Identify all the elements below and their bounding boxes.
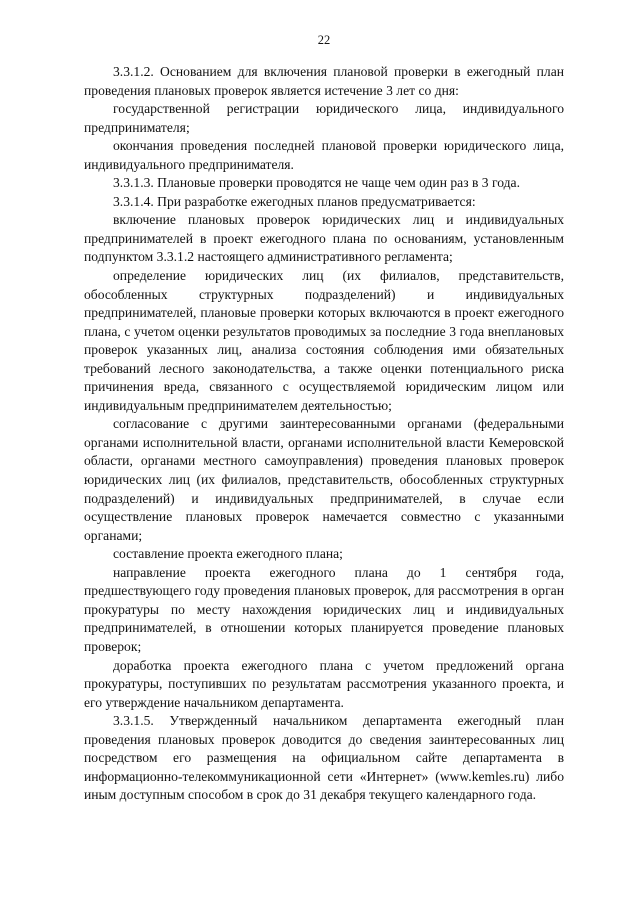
paragraph-inclusion: включение плановых проверок юридических лиц и индивидуальных предпринимателей в проект ежегодного плана по основаниям, установленным подпунктом 3.3.1.2 настоящего административного регламента; — [84, 212, 564, 265]
paragraph-submission: направление проекта ежегодного плана до 1 сентября года, предшествующего году проведения плановых проверок, для рассмотрения в орган прокуратуры по месту нахождения юридических лиц и индивидуальных предпринимателей, в отношении которых планируется проведение плановых проверок; — [84, 564, 564, 654]
document-page — [84, 33, 564, 805]
paragraph-3-3-1-2: 3.3.1.2. Основанием для включения плановой проверки в ежегодный план проведения плановых проверок является истечение 3 лет со дня: — [84, 64, 564, 98]
page-number: 22 — [317, 33, 331, 47]
paragraph-3-3-1-5: 3.3.1.5. Утвержденный начальником департамента ежегодный план проведения плановых проверок доводится до сведения заинтересованных лиц посредством его размещения на официальном сайте департамента в информационно-телекоммуникационной сети «Интернет» (www.kemles.ru) либо иным доступным способом в срок до 31 декабря текущего календарного года. — [84, 713, 564, 803]
paragraph-3-3-1-3: 3.3.1.3. Плановые проверки проводятся не чаще чем один раз в 3 года. — [113, 175, 520, 191]
paragraph-registration: государственной регистрации юридического лица, индивидуального предпринимателя; — [84, 101, 564, 135]
paragraph-3-3-1-4: 3.3.1.4. При разработке ежегодных планов предусматривается: — [113, 193, 476, 209]
paragraph-draft-plan: составление проекта ежегодного плана; — [113, 546, 343, 562]
paragraph-finalization: доработка проекта ежегодного плана с учетом предложений органа прокуратуры, поступивших по результатам рассмотрения указанного проекта, и его утверждение начальником департамента. — [84, 657, 564, 710]
paragraph-coordination: согласование с другими заинтересованными органами (федеральными органами исполнительной власти, органами исполнительной власти Кемеровской области, органами местного самоуправления) проведения плановых проверок юридических лиц (их филиалов, представительств, обособленных структурных подразделений) и индивидуальных предпринимателей, в случае если осуществление плановых проверок намечается совместно с указанными органами; — [84, 416, 564, 543]
paragraph-determination: определение юридических лиц (их филиалов, представительств, обособленных структурных подразделений) и индивидуальных предпринимателей, плановые проверки которых включаются в проект ежегодного плана, с учетом оценки результатов проводимых за последние 3 года внеплановых проверок указанных лиц, анализа состояния соблюдения ими обязательных требований лесного законодательства, а также оценки потенциального риска причинения вреда, связанного с осуществляемой юридическим лицом или индивидуальным предпринимателем деятельностью; — [84, 268, 564, 413]
paragraph-last-inspection: окончания проведения последней плановой проверки юридического лица, индивидуального предпринимателя. — [84, 138, 564, 172]
